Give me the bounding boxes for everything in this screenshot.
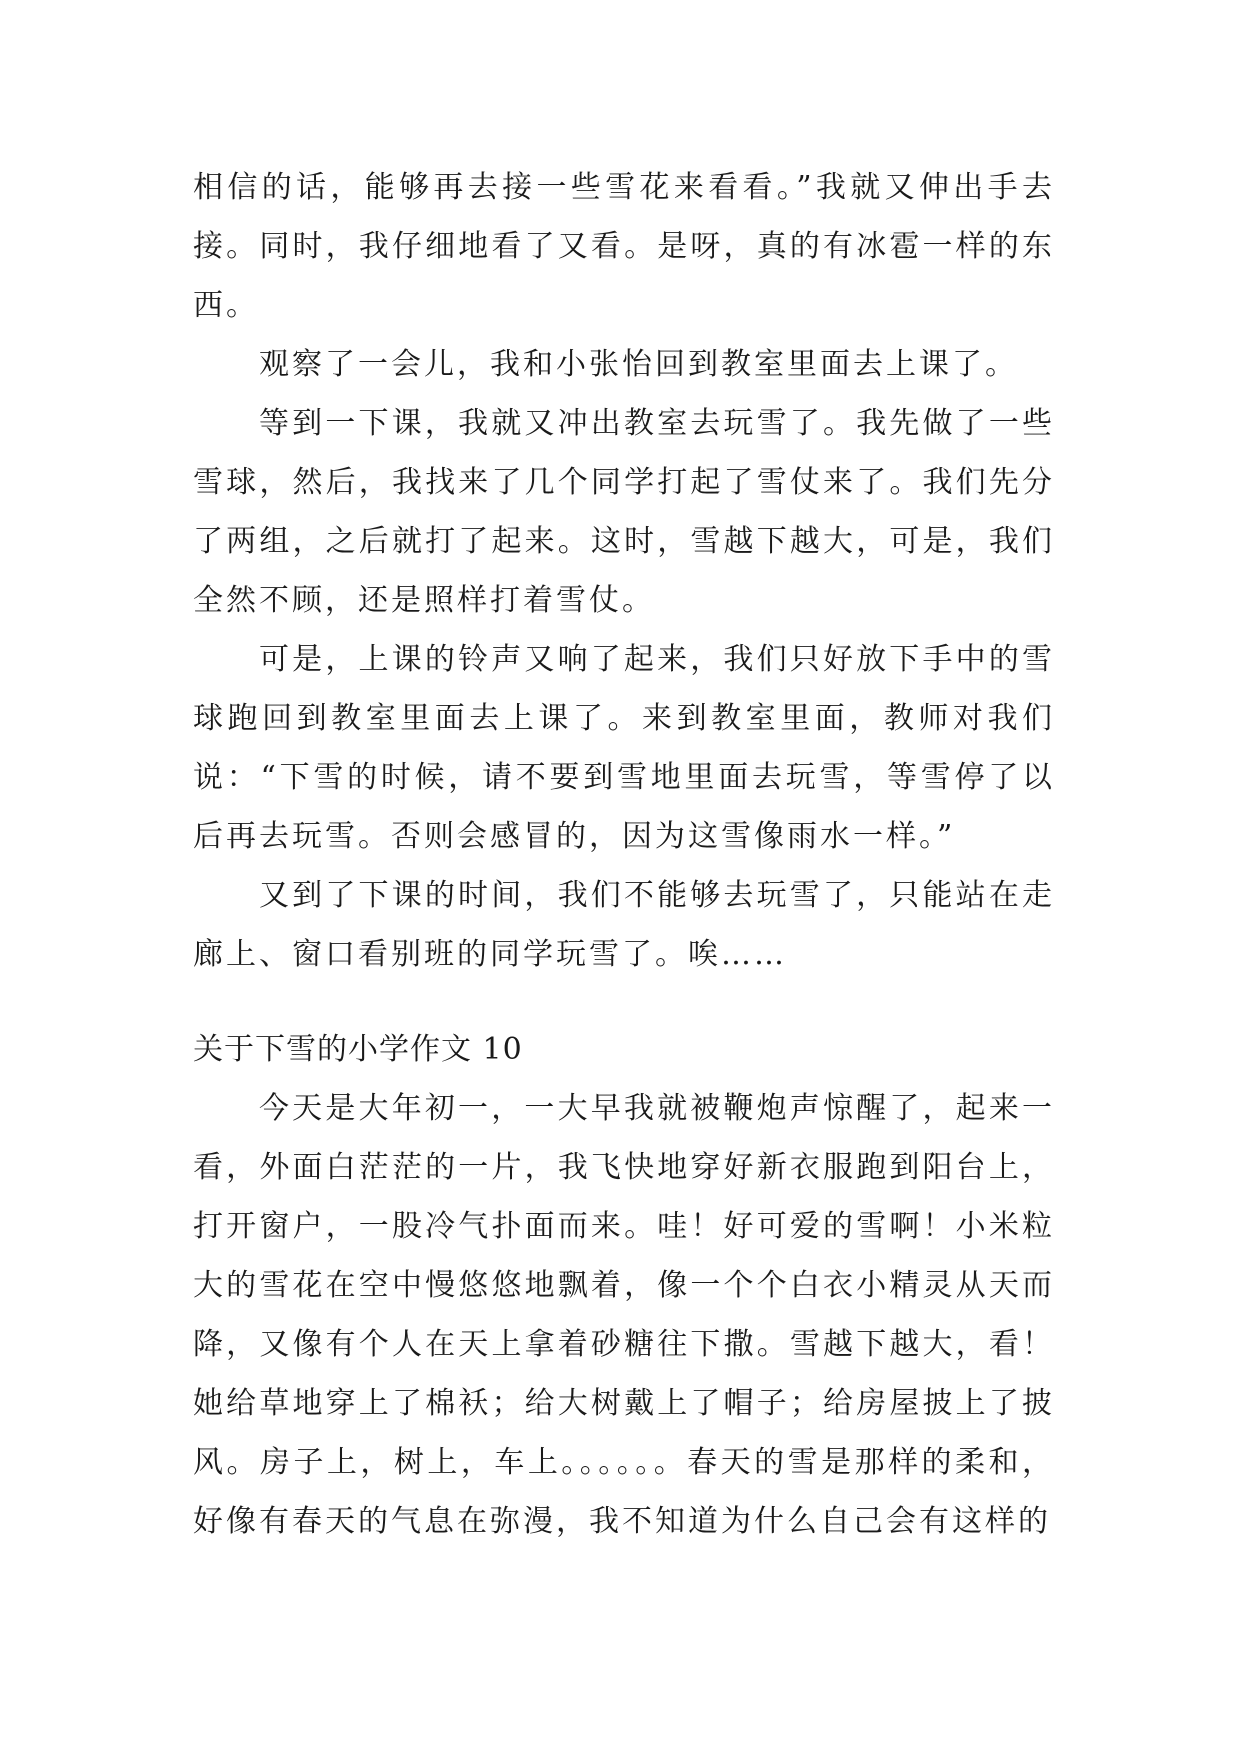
paragraph: 等到一下课，我就又冲出教室去玩雪了。我先做了一些雪球，然后，我找来了几个同学打起了雪仗来了。我们先分了两组，之后就打了起来。这时，雪越下越大，可是，我们全然不顾，还是照样打着雪仗。 [193, 406, 1055, 618]
section-heading: 关于下雪的小学作文 10 [193, 1032, 523, 1067]
paragraph: 相信的话，能够再去接一些雪花来看看。”我就又伸出手去接。同时，我仔细地看了又看。是呀，真的有冰雹一样的东西。 [193, 170, 1055, 323]
document-body [193, 158, 1055, 1551]
paragraph: 观察了一会儿，我和小张怡回到教室里面去上课了。 [259, 347, 1018, 382]
section-spacer [193, 984, 1055, 1020]
paragraph: 今天是大年初一，一大早我就被鞭炮声惊醒了，起来一看，外面白茫茫的一片，我飞快地穿好新衣服跑到阳台上，打开窗户，一股冷气扑面而来。哇！好可爱的雪啊！小米粒大的雪花在空中慢悠悠地飘着，像一个个白衣小精灵从天而降，又像有个人在天上拿着砂糖往下撒。雪越下越大，看！她给草地穿上了棉袄；给大树戴上了帽子；给房屋披上了披风。房子上，树上，车上。。。。。。春天的雪是那样的柔和，好像有春天的气息在弥漫，我不知道为什么自己会有这样的 [193, 1091, 1055, 1539]
paragraph: 可是，上课的铃声又响了起来，我们只好放下手中的雪球跑回到教室里面去上课了。来到教室里面，教师对我们说：“下雪的时候，请不要到雪地里面去玩雪，等雪停了以后再去玩雪。否则会感冒的，因为这雪像雨水一样。” [193, 642, 1055, 854]
paragraph: 又到了下课的时间，我们不能够去玩雪了，只能站在走廊上、窗口看别班的同学玩雪了。唉…… [193, 878, 1055, 972]
